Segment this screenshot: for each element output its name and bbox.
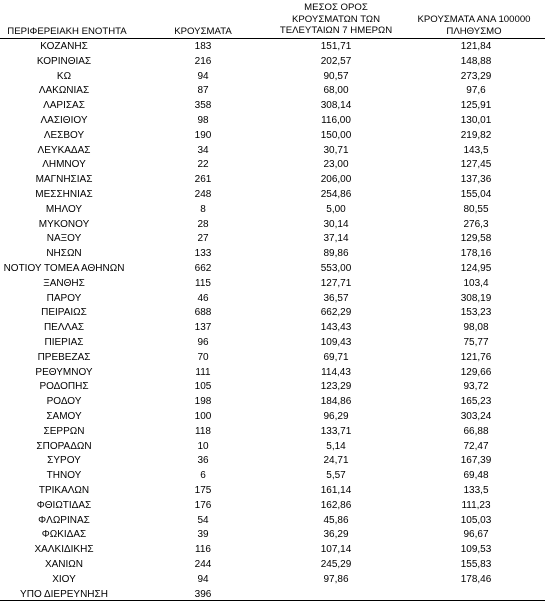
avg-7-days-cell: 116,00 [321,115,351,126]
cases-cell: 39 [197,529,209,541]
per-100000-cell: 167,39 [460,455,492,467]
table-row [0,306,545,321]
cases-cell: 6 [200,470,206,482]
table-row [0,469,545,484]
avg-7-days-cell: 202,57 [320,55,352,67]
cases-cell: 216 [194,55,212,67]
header-region: ΠΕΡΙΦΕΡΕΙΑΚΗ ΕΝΟΤΗΤΑ [7,26,127,37]
per-100000-cell: 105,03 [460,514,492,526]
avg-7-days-cell: 206,00 [320,174,352,186]
region-cell: ΣΑΜΟΥ [46,411,82,422]
per-100000-cell: 103,4 [463,277,489,289]
cases-cell: 358 [194,100,212,112]
avg-7-days-cell: 24,71 [323,455,349,467]
per-100000-cell: 129,66 [460,366,492,378]
cases-cell: 87 [197,85,209,97]
avg-7-days-cell: 161,14 [320,485,352,496]
table-row [0,558,545,573]
region-cell: ΜΑΓΝΗΣΙΑΣ [35,174,93,186]
avg-7-days-cell: 109,43 [320,337,352,348]
table-row [0,70,545,85]
table-row [0,528,545,543]
table-row [0,173,545,188]
per-100000-cell: 66,88 [463,425,489,437]
cases-cell: 118 [195,425,211,437]
region-cell: ΤΗΝΟΥ [46,470,82,482]
avg-7-days-cell: 37,14 [323,233,349,245]
region-cell: ΚΟΖΑΝΗΣ [40,41,88,52]
per-100000-cell: 111,23 [461,499,491,511]
region-cell: ΦΩΚΙΔΑΣ [41,529,87,541]
cases-cell: 36 [197,455,209,467]
cases-cell: 100 [194,411,212,422]
per-100000-cell: 178,46 [460,573,492,585]
cases-cell: 70 [197,351,209,363]
table-row [0,84,545,99]
region-cell: ΧΑΝΙΩΝ [44,559,84,570]
region-cell: ΜΥΚΟΝΟΥ [38,218,90,230]
avg-7-days-cell: 89,86 [323,248,349,260]
table-row [0,55,545,70]
table-row [0,188,545,203]
avg-7-days-cell: 123,29 [320,381,352,393]
cases-cell: 46 [197,292,209,304]
table-row [0,129,545,144]
avg-7-days-cell: 96,29 [323,411,349,422]
cases-cell: 105 [194,381,212,393]
table-row [0,410,545,425]
region-cell: ΦΛΩΡΙΝΑΣ [38,514,90,526]
header-avg-line2: ΚΡΟΥΣΜΑΤΩΝ ΤΩΝ [291,13,381,25]
table-row [0,203,545,218]
table-row [0,351,545,366]
cases-cell: 183 [194,41,212,52]
region-cell: ΡΕΘΥΜΝΟΥ [35,366,93,378]
avg-7-days-cell: 5,57 [326,470,346,482]
header-cases-per-100000 [400,14,545,37]
table-bottom-border [0,600,545,601]
avg-7-days-cell: 36,57 [323,292,349,304]
avg-7-days-cell: 184,86 [320,396,352,408]
header-divider [0,38,545,39]
region-cell: ΠΕΙΡΑΙΩΣ [41,307,87,319]
table-row [0,484,545,499]
table-row [0,380,545,395]
cases-cell: 176 [194,499,212,511]
avg-7-days-cell: 97,86 [323,573,349,585]
table-row [0,336,545,351]
table-row [0,40,545,55]
table-row [0,321,545,336]
per-100000-cell: 143,5 [463,144,489,156]
region-cell: ΛΑΚΩΝΙΑΣ [38,85,90,97]
cases-cell: 98 [197,115,209,126]
cases-cell: 396 [194,588,212,600]
avg-7-days-cell: 133,71 [320,425,352,437]
region-cell: ΣΥΡΟΥ [47,455,81,467]
avg-7-days-cell: 36,29 [323,529,349,541]
per-100000-cell: 124,95 [460,263,492,274]
avg-7-days-cell: 245,29 [320,559,352,570]
avg-7-days-cell: 30,14 [323,218,349,230]
cases-cell: 96 [197,337,209,348]
avg-7-days-cell: 68,00 [323,85,349,97]
region-cell: ΝΑΞΟΥ [46,233,82,245]
region-cell: ΡΟΔΟΥ [46,396,82,408]
avg-7-days-cell: 5,00 [326,203,346,215]
cases-cell: 27 [197,233,209,245]
header-per100k-line2: ΠΛΗΘΥΣΜΟ [446,25,502,37]
region-cell: ΛΕΣΒΟΥ [43,129,85,141]
region-cell: ΝΟΤΙΟΥ ΤΟΜΕΑ ΑΘΗΝΩΝ [3,263,125,274]
cases-cell: 261 [194,174,212,186]
table-row [0,232,545,247]
cases-cell: 22 [197,159,209,171]
per-100000-cell: 276,3 [463,218,489,230]
per-100000-cell: 130,01 [460,115,492,126]
region-cell: ΠΑΡΟΥ [46,292,82,304]
per-100000-cell: 155,83 [460,559,492,570]
avg-7-days-cell: 662,29 [320,307,352,319]
cases-cell: 111 [195,366,211,378]
cases-cell: 248 [194,189,212,200]
per-100000-cell: 69,48 [463,470,489,482]
cases-cell: 175 [194,485,212,496]
table-row [0,395,545,410]
per-100000-cell: 97,6 [466,85,486,97]
avg-7-days-cell: 151,71 [320,41,352,52]
region-cell: ΛΑΣΙΘΙΟΥ [40,115,88,126]
per-100000-cell: 98,08 [463,322,489,334]
region-cell: ΥΠΟ ΔΙΕΡΕΥΝΗΣΗ [20,588,108,600]
per-100000-cell: 303,24 [460,411,492,422]
table-row [0,247,545,262]
table-row [0,573,545,588]
table-row [0,499,545,514]
region-cell: ΧΑΛΚΙΔΙΚΗΣ [34,544,94,556]
cases-cell: 662 [194,263,212,274]
region-cell: ΦΘΙΩΤΙΔΑΣ [36,499,92,511]
cases-cell: 133 [194,248,212,260]
per-100000-cell: 148,88 [460,55,492,67]
per-100000-cell: 80,55 [463,203,489,215]
region-cell: ΣΕΡΡΩΝ [43,425,85,437]
per-100000-cell: 308,19 [460,292,492,304]
cases-cell: 190 [194,129,212,141]
header-avg-line3: ΤΕΛΕΥΤΑΙΩΝ 7 ΗΜΕΡΩΝ [279,25,393,36]
region-cell: ΛΑΡΙΣΑΣ [43,100,85,112]
per-100000-cell: 72,47 [463,440,489,452]
avg-7-days-cell: 23,00 [323,159,349,171]
avg-7-days-cell: 254,86 [320,189,352,200]
cases-cell: 10 [197,440,209,452]
header-avg-cases-7-days [266,2,406,37]
per-100000-cell: 109,53 [460,544,492,556]
region-cell: ΡΟΔΟΠΗΣ [39,381,89,393]
table-row [0,144,545,159]
cases-cell: 94 [197,70,209,82]
region-cell: ΚΩ [56,70,72,82]
per-100000-cell: 96,67 [463,529,489,541]
per-100000-cell: 93,72 [463,381,489,393]
cases-cell: 8 [200,203,206,215]
per-100000-cell: 137,36 [460,174,492,186]
cases-cell: 54 [197,514,209,526]
table-row [0,366,545,381]
per-100000-cell: 165,23 [460,396,492,408]
table-row [0,158,545,173]
cases-cell: 115 [195,277,211,289]
per-100000-cell: 127,45 [460,159,492,171]
per-100000-cell: 273,29 [460,70,492,82]
region-cell: ΠΙΕΡΙΑΣ [44,337,84,348]
region-cell: ΛΕΥΚΑΔΑΣ [37,144,91,156]
cases-cell: 116 [195,544,211,556]
header-avg-line1: ΜΕΣΟΣ ΟΡΟΣ [304,2,368,13]
region-cell: ΚΟΡΙΝΘΙΑΣ [36,55,92,67]
avg-7-days-cell: 45,86 [323,514,349,526]
per-100000-cell: 155,04 [460,189,492,200]
table-row [0,262,545,277]
avg-7-days-cell: 143,43 [320,322,352,334]
table-row [0,425,545,440]
header-per100k-line1: ΚΡΟΥΣΜΑΤΑ ΑΝΑ 100000 [417,14,531,25]
per-100000-cell: 178,16 [460,248,492,260]
region-cell: ΧΙΟΥ [52,573,76,585]
per-100000-cell: 129,58 [460,233,492,245]
avg-7-days-cell: 127,71 [320,277,352,289]
cases-cell: 198 [194,396,212,408]
per-100000-cell: 121,76 [460,351,492,363]
region-cell: ΣΠΟΡΑΔΩΝ [36,440,92,452]
region-cell: ΜΕΣΣΗΝΙΑΣ [35,189,93,200]
region-cell: ΤΡΙΚΑΛΩΝ [38,485,90,496]
table-row [0,514,545,529]
table-row [0,543,545,558]
per-100000-cell: 153,23 [460,307,492,319]
region-cell: ΝΗΣΩΝ [46,248,82,260]
avg-7-days-cell: 107,14 [320,544,352,556]
table-row [0,440,545,455]
region-cell: ΠΕΛΛΑΣ [43,322,85,334]
region-cell: ΛΗΜΝΟΥ [42,159,86,171]
table-row [0,454,545,469]
avg-7-days-cell: 308,14 [320,100,352,112]
region-cell: ΜΗΛΟΥ [45,203,83,215]
cases-cell: 34 [197,144,209,156]
avg-7-days-cell: 69,71 [323,351,349,363]
region-cell: ΠΡΕΒΕΖΑΣ [37,351,91,363]
per-100000-cell: 133,5 [463,485,489,496]
avg-7-days-cell: 5,14 [326,440,346,452]
table-row [0,277,545,292]
cases-cell: 137 [194,322,212,334]
per-100000-cell: 75,77 [463,337,489,348]
avg-7-days-cell: 150,00 [320,129,352,141]
per-100000-cell: 125,91 [460,100,492,112]
avg-7-days-cell: 30,71 [323,144,349,156]
avg-7-days-cell: 90,57 [323,70,349,82]
avg-7-days-cell: 162,86 [320,499,352,511]
per-100000-cell: 121,84 [460,41,492,52]
table-row [0,99,545,114]
table-row [0,292,545,307]
per-100000-cell: 219,82 [460,129,492,141]
table-row [0,114,545,129]
header-cases: ΚΡΟΥΣΜΑΤΑ [174,26,232,37]
avg-7-days-cell: 553,00 [320,263,352,274]
avg-7-days-cell: 114,43 [321,366,351,378]
region-cell: ΞΑΝΘΗΣ [43,277,85,289]
cases-cell: 688 [194,307,212,319]
table-row [0,218,545,233]
cases-cell: 28 [197,218,209,230]
cases-cell: 94 [197,573,209,585]
cases-cell: 244 [194,559,212,570]
